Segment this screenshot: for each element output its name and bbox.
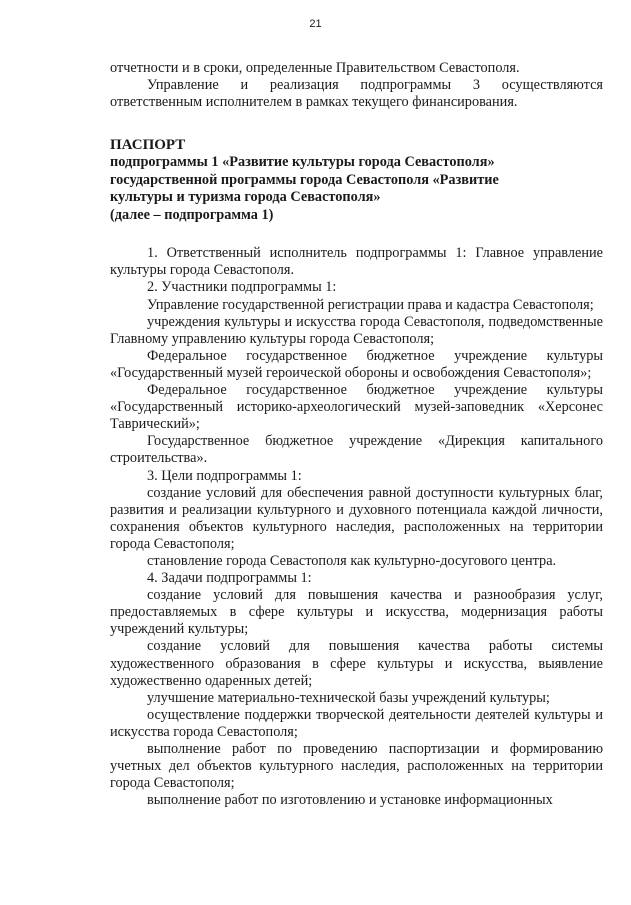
- paragraph-task: создание условий для повышения качества и разнообразия услуг, предоставляемых в сфере культуры и искусства, модернизация работы учреждений культуры;: [110, 587, 603, 638]
- paragraph-participants-header: 2. Участники подпрограммы 1:: [147, 279, 337, 296]
- paragraph-tasks-header: 4. Задачи подпрограммы 1:: [147, 570, 312, 587]
- heading-title: ПАСПОРТ: [110, 137, 186, 154]
- paragraph-participant: Государственное бюджетное учреждение «Дирекция капитального строительства».: [110, 433, 603, 467]
- page-number: 21: [309, 18, 322, 30]
- heading-line: государственной программы города Севастополя «Развитие: [110, 171, 499, 188]
- paragraph-intro: Управление и реализация подпрограммы 3 осуществляются ответственным исполнителем в рамках текущего финансирования.: [110, 77, 603, 111]
- paragraph-responsible: 1. Ответственный исполнитель подпрограммы 1: Главное управление культуры города Севастополя.: [110, 245, 603, 279]
- paragraph-task: осуществление поддержки творческой деятельности деятелей культуры и искусства города Севастополя;: [110, 706, 603, 740]
- passport-heading: [110, 136, 603, 224]
- paragraph-participant: Управление государственной регистрации права и кадастра Севастополя;: [147, 296, 594, 313]
- paragraph-participant: учреждения культуры и искусства города Севастополя, подведомственные Главному управлению культуры города Севастополя;: [110, 313, 603, 347]
- paragraph-task: выполнение работ по проведению паспортизации и формированию учетных дел объектов культурного наследия, расположенных на территории города Севастополя;: [110, 741, 603, 792]
- paragraph-goal: создание условий для обеспечения равной доступности культурных благ, развития и реализации культурного и духовного потенциала каждой личности, сохранения объектов культурного наследия, расположенных на территории города Севастополя;: [110, 484, 603, 552]
- paragraph-intro-continuation: отчетности и в сроки, определенные Правительством Севастополя.: [110, 60, 520, 76]
- heading-line: (далее – подпрограмма 1): [110, 206, 274, 223]
- heading-line: подпрограммы 1 «Развитие культуры города Севастополя»: [110, 154, 495, 171]
- paragraph-participant: Федеральное государственное бюджетное учреждение культуры «Государственный историко-археологический музей-заповедник «Херсонес Таврический»;: [110, 382, 603, 433]
- paragraph-task: выполнение работ по изготовлению и установке информационных: [147, 792, 553, 809]
- document-body: [110, 60, 603, 809]
- heading-line: культуры и туризма города Севастополя»: [110, 189, 381, 206]
- paragraph-goal: становление города Севастополя как культурно-досугового центра.: [147, 552, 557, 569]
- paragraph-task: улучшение материально-технической базы учреждений культуры;: [147, 689, 550, 706]
- paragraph-task: создание условий для повышения качества работы системы художественного образования в сфере культуры и искусства, выявление художественно одаренных детей;: [110, 638, 603, 689]
- paragraph-goals-header: 3. Цели подпрограммы 1:: [147, 467, 302, 484]
- paragraph-participant: Федеральное государственное бюджетное учреждение культуры «Государственный музей героической обороны и освобождения Севастополя»;: [110, 347, 603, 381]
